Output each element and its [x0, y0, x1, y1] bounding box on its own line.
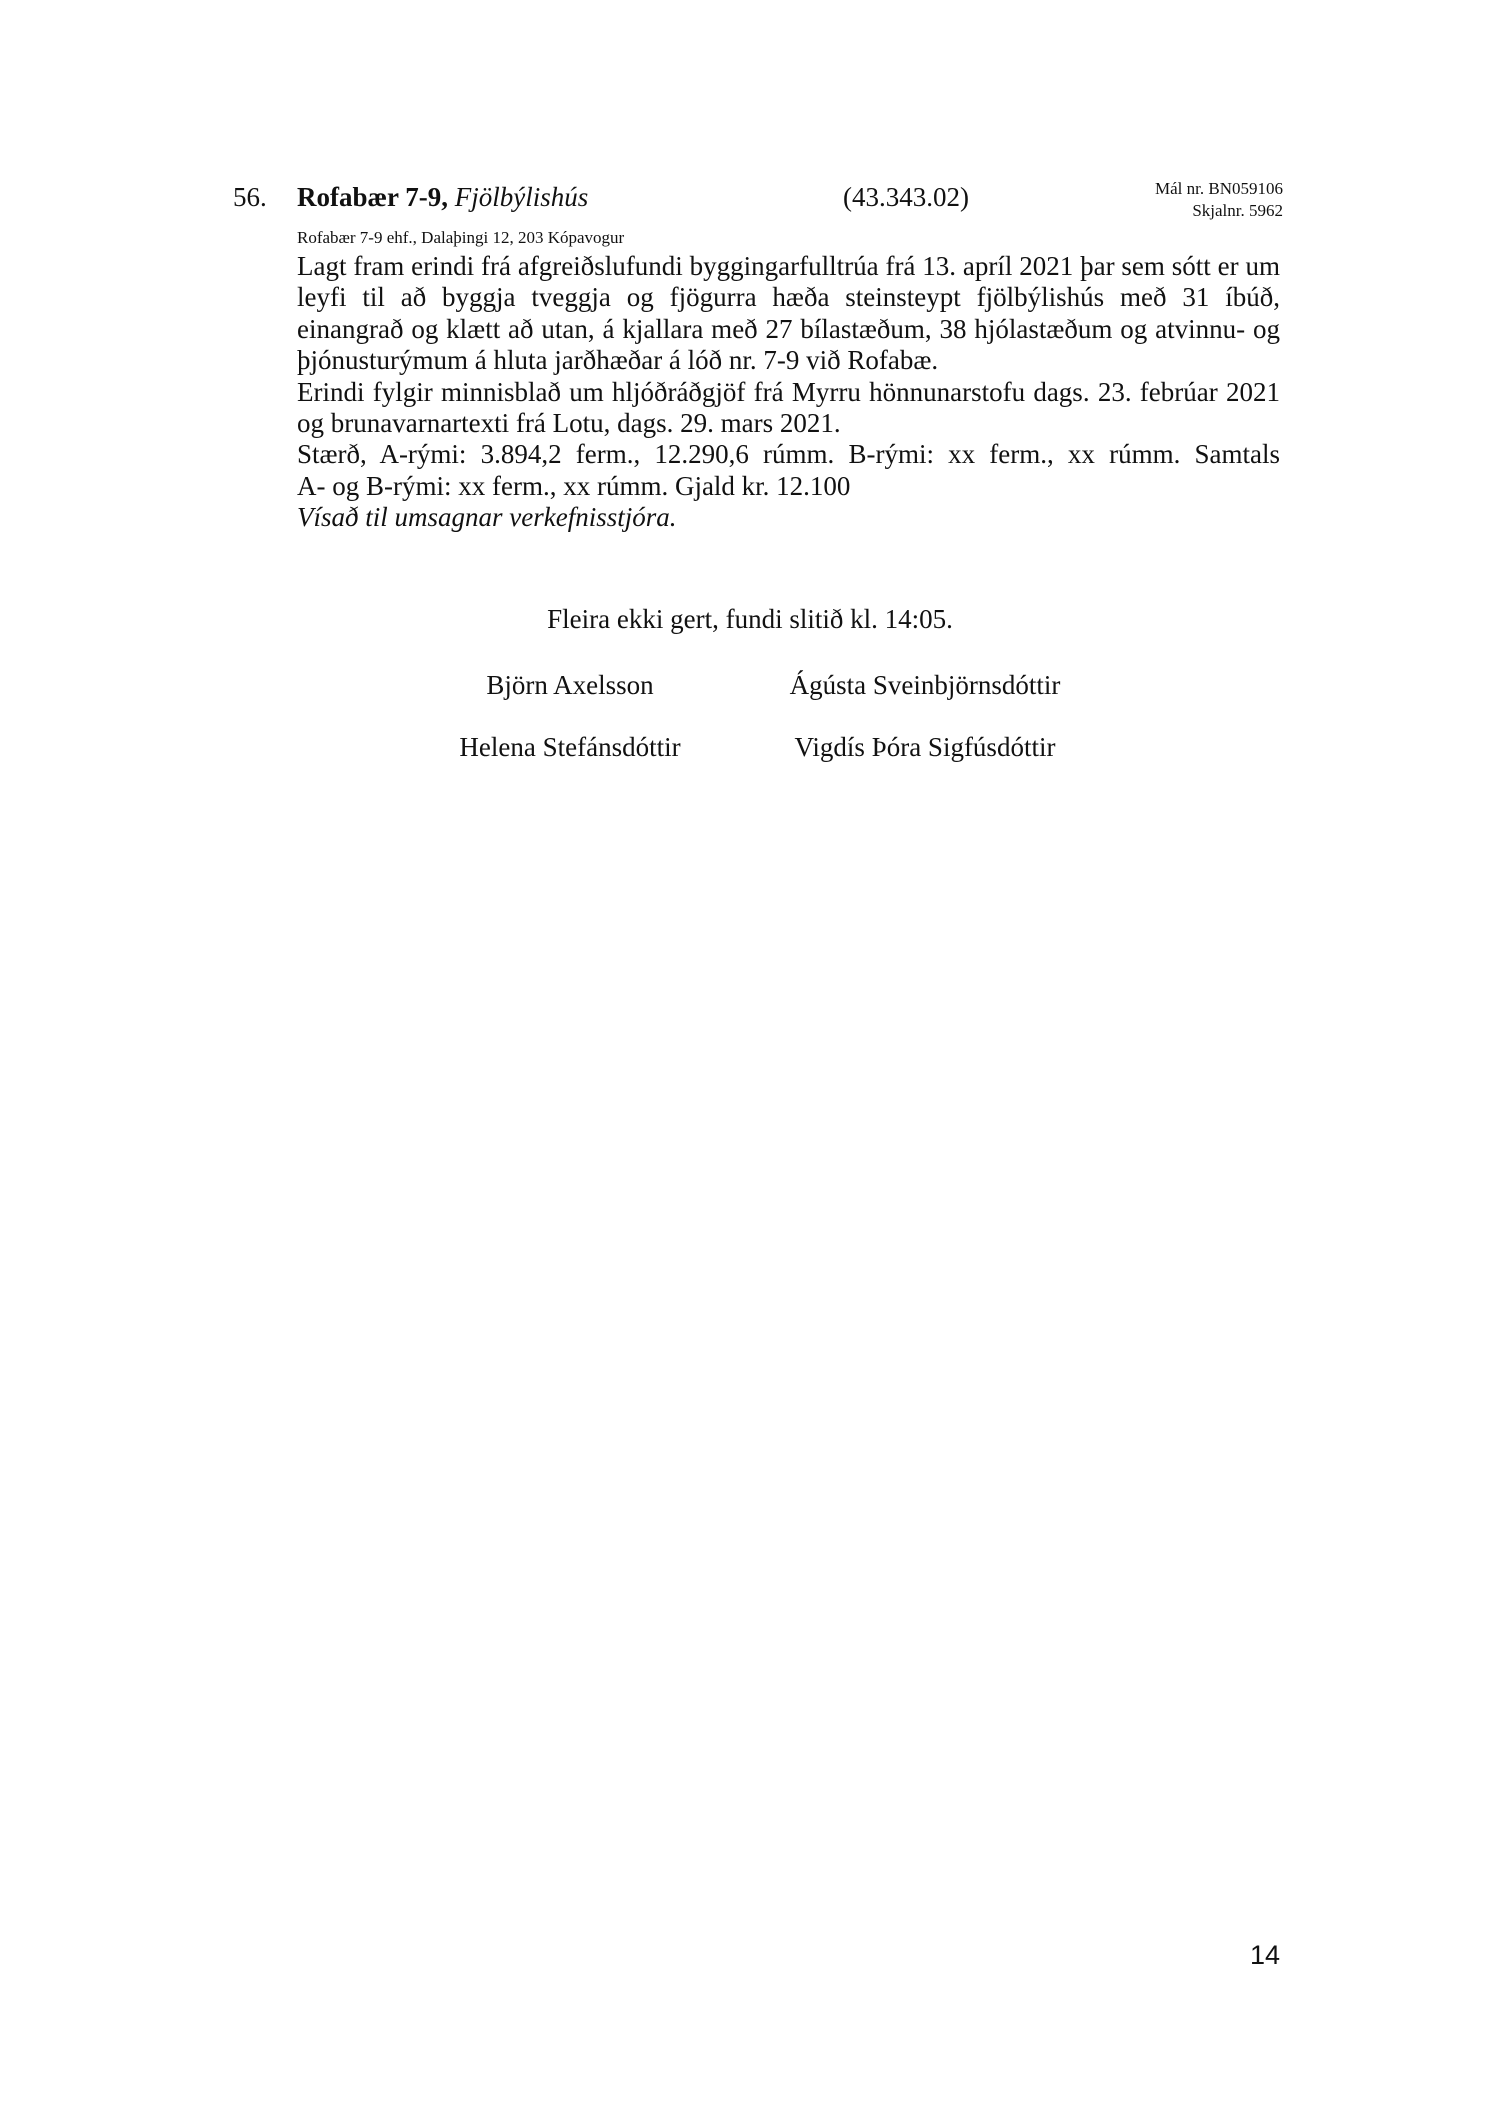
closing-statement: Fleira ekki gert, fundi slitið kl. 14:05.: [547, 604, 953, 634]
land-code: (43.343.02): [843, 182, 969, 212]
signature: Helena Stefánsdóttir: [459, 732, 681, 762]
signature: Vigdís Þóra Sigfúsdóttir: [794, 732, 1056, 762]
item-body: [297, 251, 1280, 534]
size-line-1: Stærð, A-rými: 3.894,2 ferm., 12.290,6 rúmm. B-rými: xx ferm., xx rúmm. Samtals: [297, 439, 1280, 470]
item-address: Rofabær 7-9,: [297, 182, 448, 212]
item-header: [233, 178, 1283, 230]
applicant: Rofabær 7-9 ehf., Dalaþingi 12, 203 Kópavogur: [297, 228, 625, 247]
decision: Vísað til umsagnar verkefnisstjóra.: [297, 502, 677, 533]
item-building-type: Fjölbýlishús: [454, 182, 589, 212]
paragraph-request: Lagt fram erindi frá afgreiðslufundi byggingarfulltrúa frá 13. apríl 2021 þar sem sótt er um leyfi til að byggja tveggja og fjögurra hæða steinsteypt fjölbýlishús með 31 íbúð, einangrað og klætt að utan, á kjallara með 27 bílastæðum, 38 hjólastæðum og atvinnu- og þjónusturýmum á hluta jarðhæðar á lóð nr. 7-9 við Rofabæ.: [297, 251, 1280, 376]
item-number: 56.: [233, 182, 267, 212]
document-number: Skjalnr. 5962: [1192, 201, 1283, 220]
case-references: [1155, 178, 1283, 222]
paragraph-attachments: Erindi fylgir minnisblað um hljóðráðgjöf frá Myrru hönnunarstofu dags. 23. febrúar 2021 og brunavarnartexti frá Lotu, dags. 29. mars 2021.: [297, 376, 1280, 439]
signature: Björn Axelsson: [486, 670, 654, 700]
case-number: Mál nr. BN059106: [1155, 179, 1283, 198]
item-title: [297, 182, 588, 213]
page-number: 14: [1249, 1940, 1280, 1970]
signature: Ágústa Sveinbjörnsdóttir: [789, 670, 1061, 700]
size-line-2: A- og B-rými: xx ferm., xx rúmm. Gjald kr. 12.100: [297, 470, 851, 501]
